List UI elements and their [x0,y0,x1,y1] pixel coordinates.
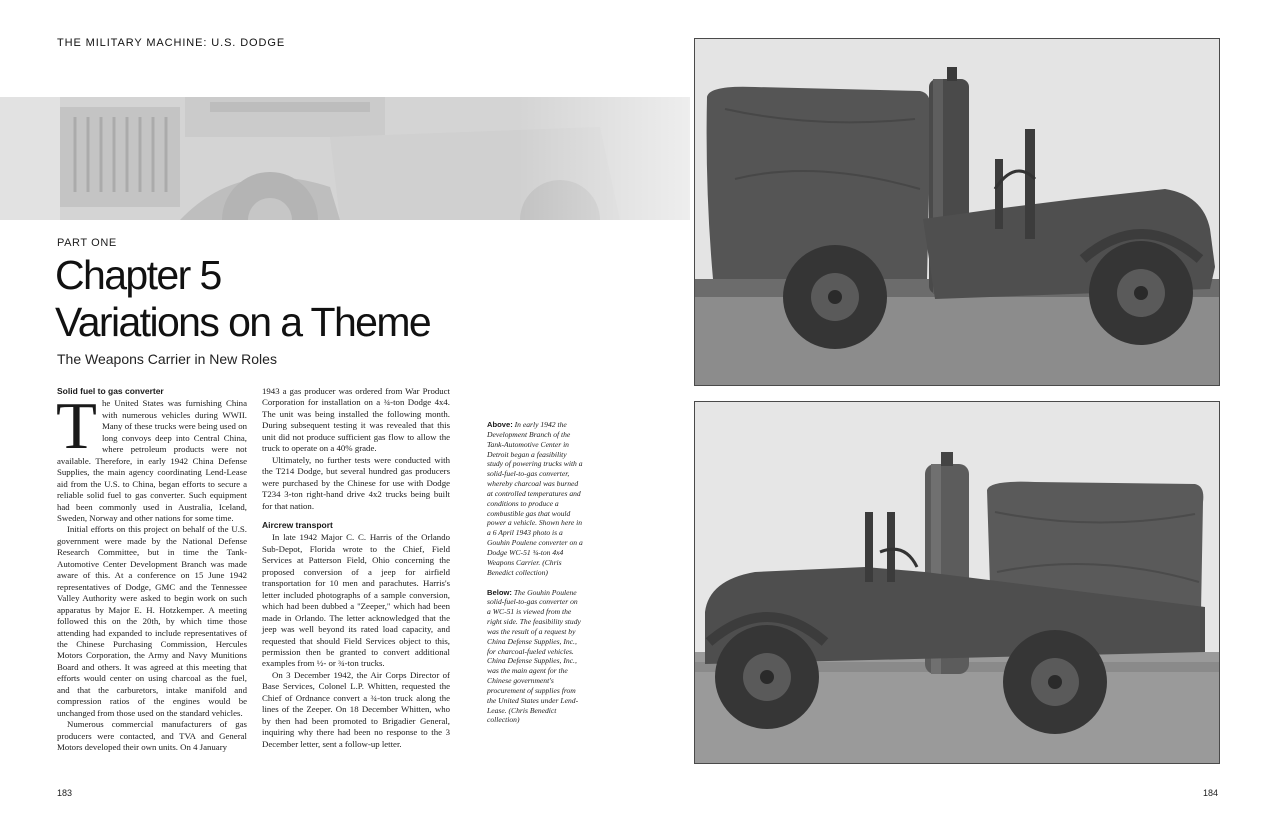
caption-below-label: Below: [487,587,512,597]
section-heading-gas-converter: Solid fuel to gas converter [57,386,164,396]
body-paragraph: The United States was furnishing China with numerous vehicles during WWII. Many of these trucks were being used on long convoys deep into Central China, where petroleum products were not available. Therefore, in early 1942 China Defense Supplies, the main agency coordinating Lend-Lease aid from the U.S. to China, began efforts to secure a reliable solid fuel to gas converter. Such equipment had been commonly used in Australia, Iceland, Sweden, Norway and other nations for some time. [56,389,247,523]
photo-captions [487,420,583,735]
running-head: THE MILITARY MACHINE: U.S. DODGE [57,37,286,49]
chapter-title-line1: Chapter 5 [55,252,221,298]
banner-image [0,97,690,220]
chapter-title [55,252,430,346]
text-column-1 [57,386,247,754]
body-paragraph: 1943 a gas producer was ordered from War Product Corporation for installation on a ¾-ton Dodge 4x4. The unit was being installed the following month. During subsequent testing it was revealed that this unit did not produce sufficient gas flow to allow the truck to operate on a 40% grade. [262,386,450,454]
body-paragraph: In late 1942 Major C. C. Harris of the Orlando Sub-Depot, Florida wrote to the Chief, Field Services at Patterson Field, Ohio concerning the proposed conversion of a jeep for airfield transportation for 10 men and parachutes. Harris's letter included photographs of a sample conversion, which had been dubbed a "Zeeper," which had been made in Orlando. The letter acknowledged that the jeep was well beyond its rated load capacity, and requested that should Field Services object to this, permission then be granted to convert additional examples from ½- or ¾-ton trucks. [262,532,450,669]
page-number-left: 183 [57,788,73,798]
photo-truck-right-side [694,401,1220,764]
chapter-title-line2: Variations on a Theme [55,299,431,345]
caption-above-label: Above: [487,420,513,429]
text-column-2 [262,386,450,750]
body-paragraph: Initial efforts on this project on behalf of the U.S. government were made by the National Defense Research Committee, but in time the Tank-Automotive Center Development Branch was made aware of this. At a conference on 15 June 1942 representatives of Dodge, GMC and the Tennessee Valley Authority were asked to begin work on such apparatus by Major E. H. Hotzkemper. A meeting followed this on the 20th, by which time those attending had expanded to include representatives of the Chinese Purchasing Commission, Hercules Motors Corporation, the Army and Navy Munitions Board and others. It was agreed at this meeting that efforts would center on using charcoal as the fuel, and that the carburetors, intake manifold and compression ratios of the engines would be unchanged from those used on the standard vehicles. [57,524,247,718]
body-paragraph: Numerous commercial manufacturers of gas producers were contacted, and TVA and General Motors developed their own units. On 4 January [57,719,247,753]
part-label: PART ONE [57,237,117,249]
caption-above: Above: In early 1942 the Development Branch of the Tank-Automotive Center in Detroit began a feasibility study of powering trucks with a solid-fuel-to-gas converter, whereby charcoal was burned at controlled temperatures and conditions to produce a combustible gas that would power a vehicle. Shown here in a 6 April 1943 photo is a Gouhin Poulene converter on a Dodge WC-51 ¾-ton 4x4 Weapons Carrier. (Chris Benedict collection) [487,420,583,577]
body-paragraph: Ultimately, no further tests were conducted with the T214 Dodge, but several hundred gas producers were purchased by the Chinese for use with Dodge T234 3-ton right-hand drive 4x2 trucks being built for that nation. [262,454,450,511]
body-paragraph: On 3 December 1942, the Air Corps Director of Base Services, Colonel L.P. Whitten, requested the Chief of Ordnance convert a ¾-ton truck along the lines of the Zeeper. On 18 December Whitten, who by then had been promoted to Brigadier General, inquiring why there had been no response to the 3 December letter, sent a follow-up letter. [262,669,450,749]
drop-cap: T [56,389,97,464]
page-number-right: 184 [1203,788,1219,798]
photo-truck-left-side [694,38,1220,386]
chapter-subtitle: The Weapons Carrier in New Roles [57,351,277,367]
section-heading-aircrew-transport: Aircrew transport [262,519,333,530]
caption-below: Below: The Gouhin Poulene solid-fuel-to-gas converter on a WC-51 is viewed from the right side. The feasibility study was the result of a request by China Defense Supplies, Inc., for charcoal-fueled vehicles. China Defense Supplies, Inc., was the main agent for the Chinese government's procurement of supplies from the United States under Lend-Lease. (Chris Benedict collection) [487,587,581,725]
